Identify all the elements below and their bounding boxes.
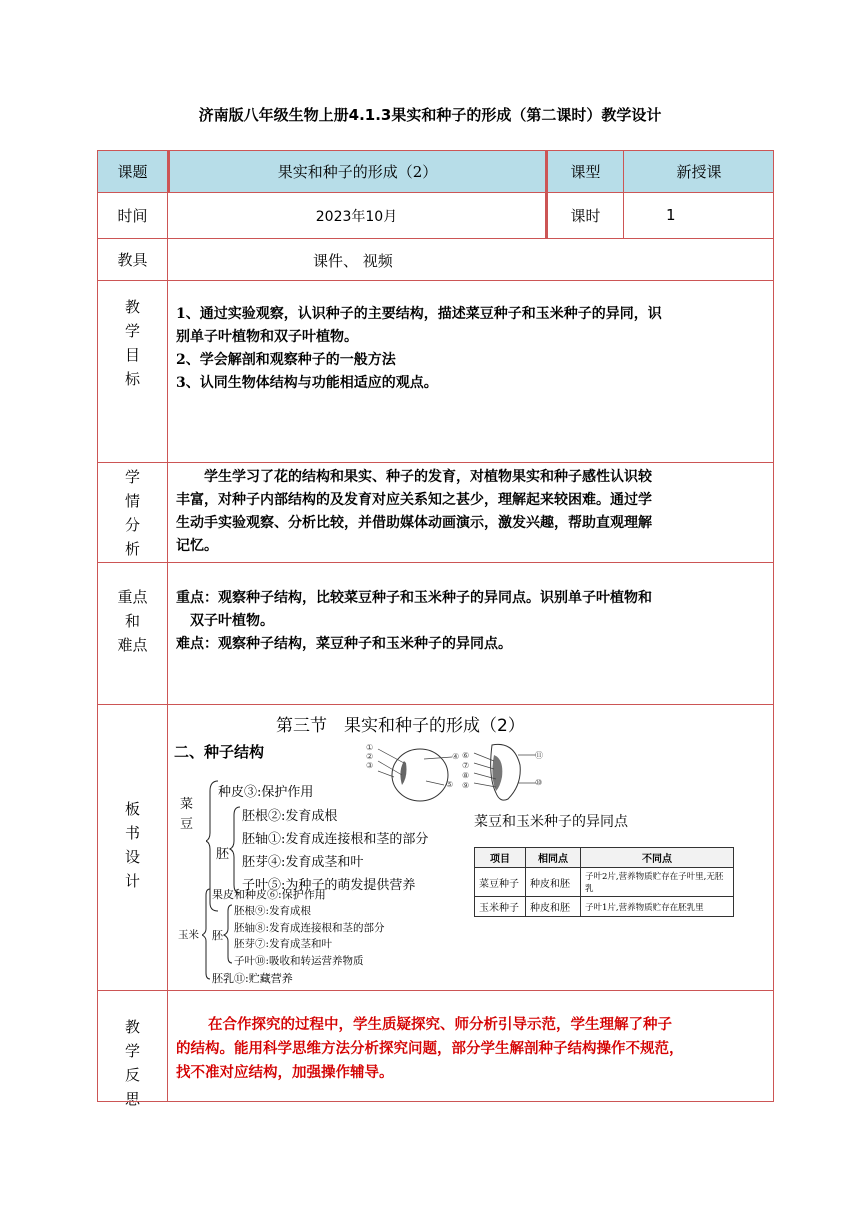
board-label-cell (97, 704, 167, 990)
topic-label: 课题 (117, 163, 148, 181)
reflection-label-cell (97, 990, 167, 1108)
lesson-plan-table (97, 150, 774, 1108)
bean-parts (242, 805, 428, 897)
reflection-label-4: 思 (124, 1090, 140, 1108)
keypoints-line-3: 难点：观察种子结构，菜豆种子和玉米种子的异同点。 (176, 636, 512, 652)
compare-table (474, 847, 734, 917)
topic-value-cell (167, 150, 545, 192)
type-value: 新授课 (676, 163, 722, 181)
hours-value: 1 (666, 206, 676, 224)
tools-value: 课件、 视频 (313, 252, 393, 270)
analysis-label-2: 情 (124, 492, 140, 510)
corn-name: 玉米 (178, 929, 199, 941)
tools-value-cell (167, 238, 774, 280)
analysis-label-1: 学 (124, 468, 140, 486)
bean-name: 菜 豆 (180, 797, 194, 832)
keypoints-label-2: 和 (124, 612, 140, 630)
reflection-label-2: 学 (124, 1042, 140, 1060)
corn-part-1: 胚根⑨:发育成根 (234, 905, 312, 917)
analysis-content-cell (167, 462, 774, 562)
keypoints-label-1: 重点 (117, 588, 148, 606)
analysis-line-3: 生动手实验观察、分析比较，并借助媒体动画演示，激发兴趣，帮助直观理解 (176, 515, 652, 531)
reflection-content-cell (167, 990, 774, 1102)
corn-endosperm: 胚乳⑪:贮藏营养 (212, 972, 293, 985)
goals-label-3: 目 (124, 346, 140, 364)
board-subheading: 二、种子结构 (174, 743, 265, 761)
keypoints-content-cell (167, 562, 774, 704)
time-label-cell (97, 192, 167, 238)
corn-part-3: 胚芽⑦:发育成茎和叶 (234, 938, 333, 950)
bean-seed-diagram (364, 741, 474, 805)
board-heading: 第三节 果实和种子的形成（2） (276, 716, 525, 736)
hours-label: 课时 (570, 207, 601, 225)
reflection-line-2: 的结构。能用科学思维方法分析探究问题，部分学生解剖种子结构操作不规范， (176, 1040, 684, 1057)
reflection-label-1: 教 (124, 1018, 140, 1036)
type-label: 课型 (570, 163, 601, 181)
corn-parts (234, 903, 385, 969)
table-row: 菜豆种子 种皮和胚 子叶2片,营养物质贮存在子叶里,无胚乳 (475, 868, 734, 897)
bean-diagram-labels-left: ① ② ③ (366, 743, 374, 770)
hours-value-cell (623, 192, 774, 238)
document-title: 济南版八年级生物上册4.1.3果实和种子的形成（第二课时）教学设计 (198, 106, 662, 124)
bean-part-4: 子叶⑤:为种子的萌发提供营养 (242, 878, 416, 893)
table-row: 玉米种子 种皮和胚 子叶1片,营养物质贮存在胚乳里 (475, 897, 734, 917)
goals-line-2: 别单子叶植物和双子叶植物。 (176, 329, 358, 345)
analysis-label-4: 析 (124, 540, 140, 558)
board-label-2: 书 (124, 824, 140, 842)
time-label: 时间 (117, 207, 148, 225)
type-label-cell (545, 150, 623, 192)
corn-diagram-label-10: ⑩ (535, 778, 543, 787)
tools-label: 教具 (117, 251, 148, 269)
hours-label-cell (545, 192, 623, 238)
goals-label-cell (97, 280, 167, 462)
corn-pericarp: 果皮和种皮⑥:保护作用 (212, 888, 326, 901)
goals-line-3: 2、学会解剖和观察种子的一般方法 (176, 352, 396, 368)
board-label-3: 设 (124, 848, 140, 866)
corn-part-2: 胚轴⑧:发育成连接根和茎的部分 (234, 921, 385, 934)
analysis-label-3: 分 (124, 516, 140, 534)
reflection-line-1: 在合作探究的过程中，学生质疑探究、师分析引导示范，学生理解了种子 (208, 1016, 672, 1033)
topic-value: 果实和种子的形成（2） (277, 163, 438, 181)
keypoints-line-1: 重点：观察种子结构，比较菜豆种子和玉米种子的异同点。识别单子叶植物和 (176, 590, 652, 606)
time-value: 2023年10月 (315, 208, 398, 225)
bean-embryo-label: 胚 (216, 847, 230, 862)
compare-table-header: 项目 相同点 不同点 (475, 848, 734, 868)
bean-part-3: 胚芽④:发育成茎和叶 (242, 855, 364, 870)
bean-seed-coat: 种皮③:保护作用 (218, 785, 314, 800)
keypoints-label-3: 难点 (117, 636, 148, 654)
bean-diagram-label-4: ④ (452, 752, 460, 761)
goals-label-2: 学 (124, 322, 140, 340)
corn-embryo-label: 胚 (212, 929, 223, 942)
goals-content-cell (167, 280, 774, 462)
analysis-line-2: 丰富，对种子内部结构的及发育对应关系知之甚少，理解起来较困难。通过学 (176, 492, 652, 508)
analysis-label-cell (97, 462, 167, 562)
board-label-1: 板 (124, 800, 140, 818)
corn-diagram-labels-left: ⑥ ⑦ ⑧ ⑨ (462, 751, 470, 790)
type-value-cell (623, 150, 774, 192)
board-label-4: 计 (124, 872, 140, 890)
bean-part-2: 胚轴①:发育成连接根和茎的部分 (242, 832, 429, 847)
analysis-line-1: 学生学习了花的结构和果实、种子的发育，对植物果实和种子感性认识较 (204, 469, 652, 485)
reflection-line-3: 找不准对应结构，加强操作辅导。 (176, 1064, 394, 1081)
bean-part-1: 胚根②:发育成根 (242, 809, 338, 824)
corn-part-4: 子叶⑩:吸收和转运营养物质 (234, 954, 364, 967)
analysis-line-4: 记忆。 (176, 538, 218, 554)
keypoints-label-cell (97, 562, 167, 704)
time-value-cell (167, 192, 545, 238)
topic-label-cell (97, 150, 167, 192)
corn-diagram-label-11: ⑪ (535, 751, 543, 760)
goals-line-4: 3、认同生物体结构与功能相适应的观点。 (176, 375, 438, 391)
goals-line-1: 1、通过实验观察，认识种子的主要结构，描述菜豆种子和玉米种子的异同，识 (176, 306, 662, 322)
compare-title: 菜豆和玉米种子的异同点 (474, 814, 628, 830)
board-content-cell (167, 704, 774, 990)
reflection-label-3: 反 (124, 1066, 140, 1084)
keypoints-line-2: 双子叶植物。 (190, 613, 274, 629)
goals-label-1: 教 (124, 298, 140, 316)
goals-label-4: 标 (124, 370, 140, 388)
bean-diagram-label-5: ⑤ (446, 780, 454, 789)
tools-label-cell (97, 238, 167, 280)
